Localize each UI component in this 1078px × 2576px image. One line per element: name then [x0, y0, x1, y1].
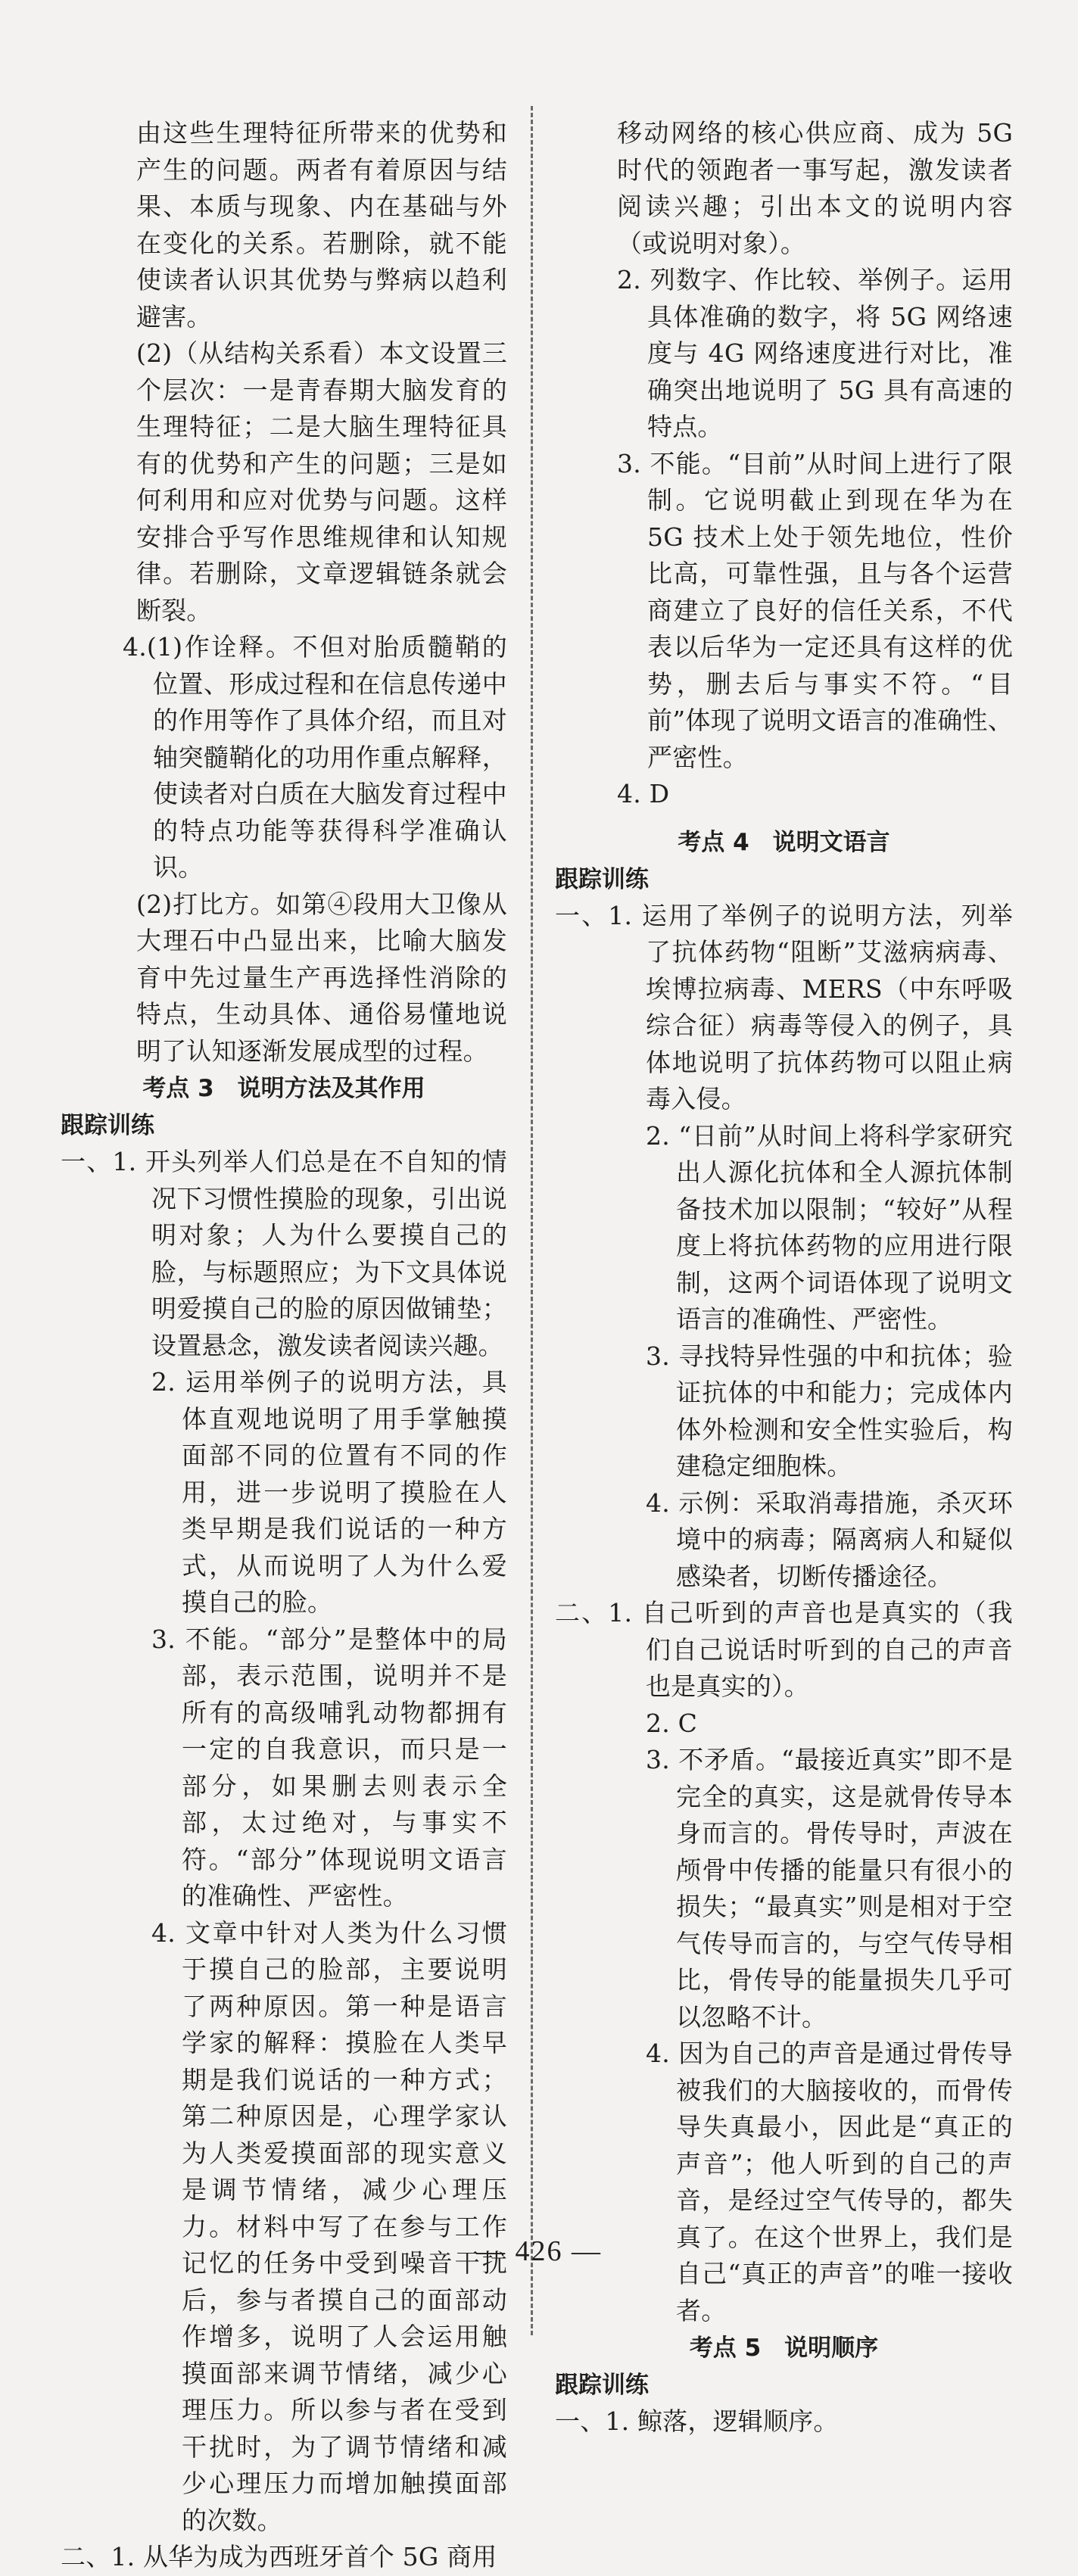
answer-item: 4. 文章中针对人类为什么习惯于摸自己的脸部，主要说明了两种原因。第一种是语言学家的解释：摸脸在人类早期是我们说话的一种方式；第二种原因是，心理学家认为人类爱摸面部的现实意义是调节情绪，减少心理压力。材料中写了在参与工作记忆的任务中受到噪音干扰后，参与者摸自己的面部动作增多，说明了人会运用触摸面部来调节情绪，减少心理压力。所以参与者在受到干扰时，为了调节情绪和减少心理压力而增加触摸面部的次数。 [151, 1917, 507, 2535]
answer-item: 二、1. 自己听到的声音也是真实的（我们自己说话时听到的自己的声音也是真实的）。 [555, 1598, 1013, 1701]
answer-item: 2. C [646, 1708, 698, 1738]
paragraph: 移动网络的核心供应商、成为 5G 时代的领跑者一事写起，激发读者阅读兴趣；引出本文的说明内容（或说明对象）。 [617, 118, 1013, 258]
left-column [61, 115, 507, 2576]
answer-item: 2. 运用举例子的说明方法，具体直观地说明了用手掌触摸面部不同的位置有不同的作用，进一步说明了摸脸在人类早期是我们说话的一种方式，从而说明了人为什么爱摸自己的脸。 [151, 1367, 507, 1617]
answer-item: 一、1. 鲸落，逻辑顺序。 [555, 2406, 839, 2436]
column-divider [531, 106, 533, 2335]
answer-item: 二、1. 从华为成为西班牙首个 5G 商用 [61, 2542, 497, 2571]
answer-item: 2. 列数字、作比较、举例子。运用具体准确的数字，将 5G 网络速度与 4G 网络速度进行对比，准确突出地说明了 5G 具有高速的特点。 [617, 265, 1013, 441]
answer-item: 3. 不能。“部分”是整体中的局部，表示范围，说明并不是所有的高级哺乳动物都拥有一定的自我意识，而只是一部分，如果删去则表示全部，太过绝对，与事实不符。“部分”体现说明文语言的准确性、严密性。 [151, 1624, 507, 1911]
subsection-heading: 跟踪训练 [555, 865, 649, 893]
answer-item: 一、1. 运用了举例子的说明方法，列举了抗体药物“阻断”艾滋病病毒、埃博拉病毒、MERS（中东呼吸综合征）病毒等侵入的例子，具体地说明了抗体药物可以阻止病毒入侵。 [555, 900, 1013, 1114]
section-heading: 考点 4 说明文语言 [678, 828, 890, 856]
answer-item: 4. D [617, 779, 670, 808]
answer-item: 4.(1)作诠释。不但对胎质髓鞘的位置、形成过程和在信息传递中的作用等作了具体介绍，而且对轴突髓鞘化的功用作重点解释，使读者对白质在大脑发育过程中的特点功能等获得科学准确认识。 [123, 632, 507, 882]
answer-item: 3. 不矛盾。“最接近真实”即不是完全的真实，这是就骨传导本身而言的。骨传导时，声波在颅骨中传播的能量只有很小的损失；“最真实”则是相对于空气传导而言的，与空气传导相比，骨传导的能量损失几乎可以忽略不计。 [646, 1745, 1013, 2032]
right-column [555, 115, 1013, 2441]
paragraph: (2)打比方。如第④段用大卫像从大理石中凸显出来，比喻大脑发育中先过量生产再选择性消除的特点，生动具体、通俗易懂地说明了认知逐渐发展成型的过程。 [136, 889, 507, 1066]
section-heading: 考点 5 说明顺序 [689, 2335, 879, 2362]
answer-item: 2. “日前”从时间上将科学家研究出人源化抗体和全人源抗体制备技术加以限制；“较好”从程度上将抗体药物的应用进行限制，这两个词语体现了说明文语言的准确性、严密性。 [646, 1120, 1013, 1334]
paragraph: (2)（从结构关系看）本文设置三个层次：一是青春期大脑发育的生理特征；二是大脑生理特征具有的优势和产生的问题；三是如何利用和应对优势与问题。这样安排合乎写作思维规律和认知规律。若删除，文章逻辑链条就会断裂。 [136, 338, 507, 625]
answer-item: 一、1. 开头列举人们总是在不自知的情况下习惯性摸脸的现象，引出说明对象；人为什么要摸自己的脸，与标题照应；为下文具体说明爱摸自己的脸的原因做铺垫；设置悬念，激发读者阅读兴趣。 [61, 1147, 507, 1360]
subsection-heading: 跟踪训练 [555, 2372, 649, 2399]
section-heading: 考点 3 说明方法及其作用 [142, 1075, 425, 1102]
paragraph: 由这些生理特征所带来的优势和产生的问题。两者有着原因与结果、本质与现象、内在基础与外在变化的关系。若删除，就不能使读者认识其优势与弊病以趋利避害。 [136, 118, 507, 332]
answer-item: 4. 因为自己的声音是通过骨传导被我们的大脑接收的，而骨传导失真最小，因此是“真正的声音”；他人听到的自己的声音，是经过空气传导的，都失真了。在这个世界上，我们是自己“真正的声音”的唯一接收者。 [646, 2039, 1013, 2325]
answer-item: 4. 示例：采取消毒措施，杀灭环境中的病毒；隔离病人和疑似感染者，切断传播途径。 [646, 1487, 1013, 1591]
answer-item: 3. 不能。“目前”从时间上进行了限制。它说明截止到现在华为在 5G 技术上处于领先地位，性价比高，可靠性强，且与各个运营商建立了良好的信任关系，不代表以后华为一定还具有这样的优势，删去后与事实不符。“目前”体现了说明文语言的准确性、严密性。 [617, 448, 1013, 772]
answer-item: 3. 寻找特异性强的中和抗体；验证抗体的中和能力；完成体内体外检测和安全性实验后，构建稳定细胞株。 [646, 1341, 1013, 1481]
page-number: — 426 — [476, 2235, 602, 2267]
subsection-heading: 跟踪训练 [61, 1112, 154, 1139]
